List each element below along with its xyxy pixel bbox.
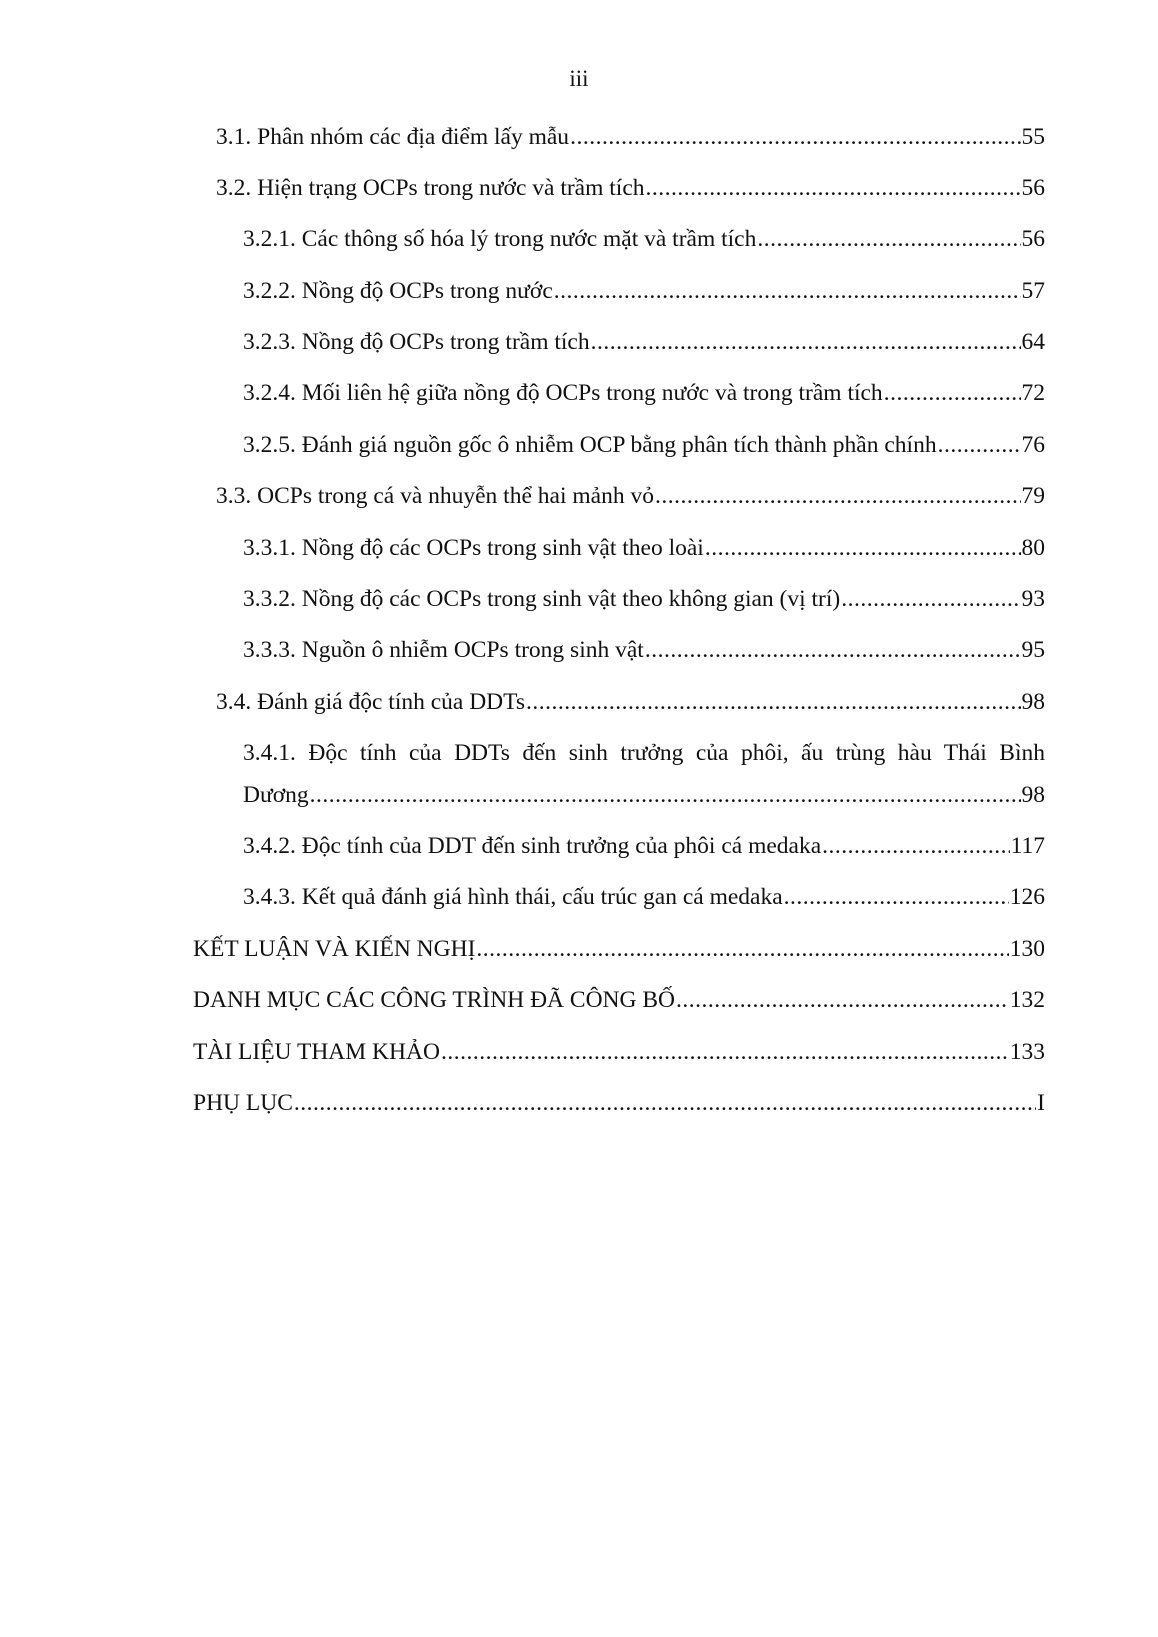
toc-page: 98 [1021,782,1045,808]
toc-page: 56 [1021,175,1045,201]
toc-entry-appendix[interactable] [193,1087,1045,1119]
toc-title: PHỤ LỤC [193,1090,293,1116]
toc-entry-3-2-3[interactable] [243,326,1045,358]
toc-entry-3-2-4[interactable] [243,377,1045,409]
toc-title: TÀI LIỆU THAM KHẢO [193,1039,440,1065]
toc-title: 3.3.2. Nồng độ các OCPs trong sinh vật theo không gian (vị trí) [243,586,841,612]
toc-entry-3-3-1[interactable] [243,532,1045,564]
toc-title: 3.4.3. Kết quả đánh giá hình thái, cấu trúc gan cá medaka [243,884,783,910]
toc-entry-3-3-2[interactable] [243,583,1045,615]
dot-leader [570,121,1020,153]
dot-leader [294,1087,1036,1119]
toc-entry-3-2-1[interactable] [243,223,1045,255]
toc-title: 3.4.2. Độc tính của DDT đến sinh trưởng của phôi cá medaka [243,833,822,859]
toc-title: 3.2.4. Mối liên hệ giữa nồng độ OCPs trong nước và trong trầm tích [243,380,883,406]
dot-leader [841,583,1020,615]
dot-leader [784,881,1009,913]
toc-entry-3-4[interactable] [216,686,1045,718]
toc-entry-3-3-3[interactable] [243,634,1045,666]
dot-leader [526,686,1020,718]
toc-page: 57 [1021,278,1045,304]
toc-page: 79 [1021,483,1045,509]
dot-leader [676,984,1009,1016]
toc-page: 132 [1009,987,1045,1013]
dot-leader [938,429,1021,461]
toc-entry-3-2[interactable] [216,172,1045,204]
toc-entry-3-2-5[interactable] [243,429,1045,461]
toc-entry-publications[interactable] [193,984,1045,1016]
toc-entry-3-1[interactable] [216,121,1045,153]
toc-title: 3.3. OCPs trong cá và nhuyễn thể hai mảnh vỏ [216,483,654,509]
toc-title: Dương [243,782,309,808]
toc-page: I [1037,1090,1045,1116]
toc-page: 93 [1021,586,1045,612]
toc-page: 80 [1021,535,1045,561]
toc-page: 55 [1021,124,1045,150]
toc-entry-3-4-3[interactable] [243,881,1045,913]
toc-title: 3.2.2. Nồng độ OCPs trong nước [243,278,553,304]
toc-title: 3.3.3. Nguồn ô nhiễm OCPs trong sinh vật [243,637,644,663]
dot-leader [554,275,1021,307]
toc-entry-conclusion[interactable] [193,933,1045,965]
toc-title: 3.2.1. Các thông số hóa lý trong nước mặt và trầm tích [243,226,757,252]
toc-title: DANH MỤC CÁC CÔNG TRÌNH ĐÃ CÔNG BỐ [193,987,676,1013]
toc-page: 64 [1021,329,1045,355]
dot-leader [645,634,1021,666]
toc-title: KẾT LUẬN VÀ KIẾN NGHỊ [193,936,476,962]
toc-title: 3.1. Phân nhóm các địa điểm lấy mẫu [216,124,570,150]
toc-entry-3-4-2[interactable] [243,830,1045,862]
toc-title: 3.2.3. Nồng độ OCPs trong trầm tích [243,329,590,355]
dot-leader [757,223,1020,255]
toc-entry-3-3[interactable] [216,480,1045,512]
toc-title: 3.2.5. Đánh giá nguồn gốc ô nhiễm OCP bằng phân tích thành phần chính [243,432,937,458]
toc-page: 76 [1021,432,1045,458]
dot-leader [646,172,1021,204]
toc-entry-references[interactable] [193,1036,1045,1068]
toc-page: 95 [1021,637,1045,663]
dot-leader [884,377,1021,409]
toc-title: 3.3.1. Nồng độ các OCPs trong sinh vật theo loài [243,535,704,561]
toc-page: 133 [1009,1039,1045,1065]
toc-page: 117 [1010,833,1045,859]
toc-page: 98 [1021,689,1045,715]
toc-entry-3-2-2[interactable] [243,275,1045,307]
toc-title: 3.2. Hiện trạng OCPs trong nước và trầm tích [216,175,645,201]
toc-entry-3-4-1-line1[interactable]: 3.4.1. Độc tính của DDTs đến sinh trưởng của phôi, ấu trùng hàu Thái Bình [243,740,1045,766]
dot-leader [476,933,1008,965]
dot-leader [441,1036,1009,1068]
dot-leader [705,532,1021,564]
toc-page: 72 [1021,380,1045,406]
toc-page: 130 [1009,936,1045,962]
page-number: iii [569,66,589,91]
toc-page: 126 [1009,884,1045,910]
toc-page: 56 [1021,226,1045,252]
toc-entry-3-4-1-line2[interactable] [243,779,1045,811]
toc-title: 3.4. Đánh giá độc tính của DDTs [216,689,526,715]
dot-leader [591,326,1021,358]
dot-leader [655,480,1021,512]
dot-leader [822,830,1009,862]
dot-leader [310,779,1021,811]
